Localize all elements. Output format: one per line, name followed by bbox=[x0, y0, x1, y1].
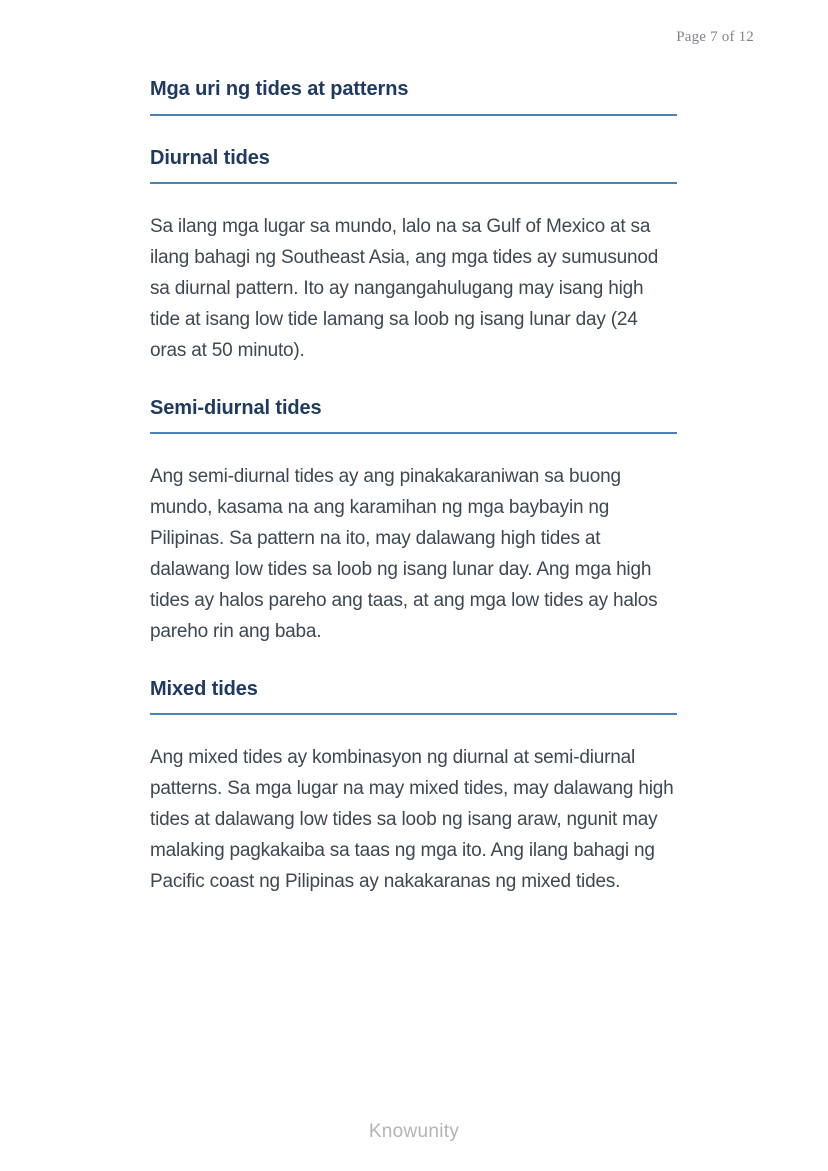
section-paragraph-semi-diurnal: Ang semi-diurnal tides ay ang pinakakaraniwan sa buong mundo, kasama na ang karamihan ng mga baybayin ng Pilipinas. Sa pattern na ito, may dalawang high tides at dalawang low tides sa loob ng isang lunar day. Ang mga high tides ay halos pareho ang taas, at ang mga low tides ay halos pareho rin ang baba. bbox=[150, 466, 658, 642]
document-content bbox=[150, 77, 677, 897]
section-diurnal-tides bbox=[150, 146, 677, 366]
page-number: Page 7 of 12 bbox=[676, 29, 754, 45]
section-paragraph-diurnal: Sa ilang mga lugar sa mundo, lalo na sa Gulf of Mexico at sa ilang bahagi ng Southeast Asia, ang mga tides ay sumusunod sa diurnal pattern. Ito ay nangangahulugang may isang high tide at isang low tide lamang sa loob ng isang lunar day (24 oras at 50 minuto). bbox=[150, 216, 659, 361]
section-mixed-tides bbox=[150, 677, 677, 897]
heading-divider bbox=[150, 432, 677, 434]
section-heading-mixed: Mixed tides bbox=[150, 678, 258, 700]
footer-brand: Knowunity bbox=[368, 1121, 460, 1142]
title-divider bbox=[150, 114, 677, 116]
section-heading-diurnal: Diurnal tides bbox=[150, 147, 270, 169]
page-title: Mga uri ng tides at patterns bbox=[150, 78, 409, 100]
section-heading-semi-diurnal: Semi-diurnal tides bbox=[150, 397, 322, 419]
heading-divider bbox=[150, 182, 677, 184]
heading-divider bbox=[150, 713, 677, 715]
section-paragraph-mixed: Ang mixed tides ay kombinasyon ng diurnal at semi-diurnal patterns. Sa mga lugar na may mixed tides, may dalawang high tides at dalawang low tides sa loob ng isang araw, ngunit may malaking pagkakaiba sa taas ng mga ito. Ang ilang bahagi ng Pacific coast ng Pilipinas ay nakakaranas ng mixed tides. bbox=[150, 747, 674, 892]
section-semi-diurnal-tides bbox=[150, 396, 677, 647]
